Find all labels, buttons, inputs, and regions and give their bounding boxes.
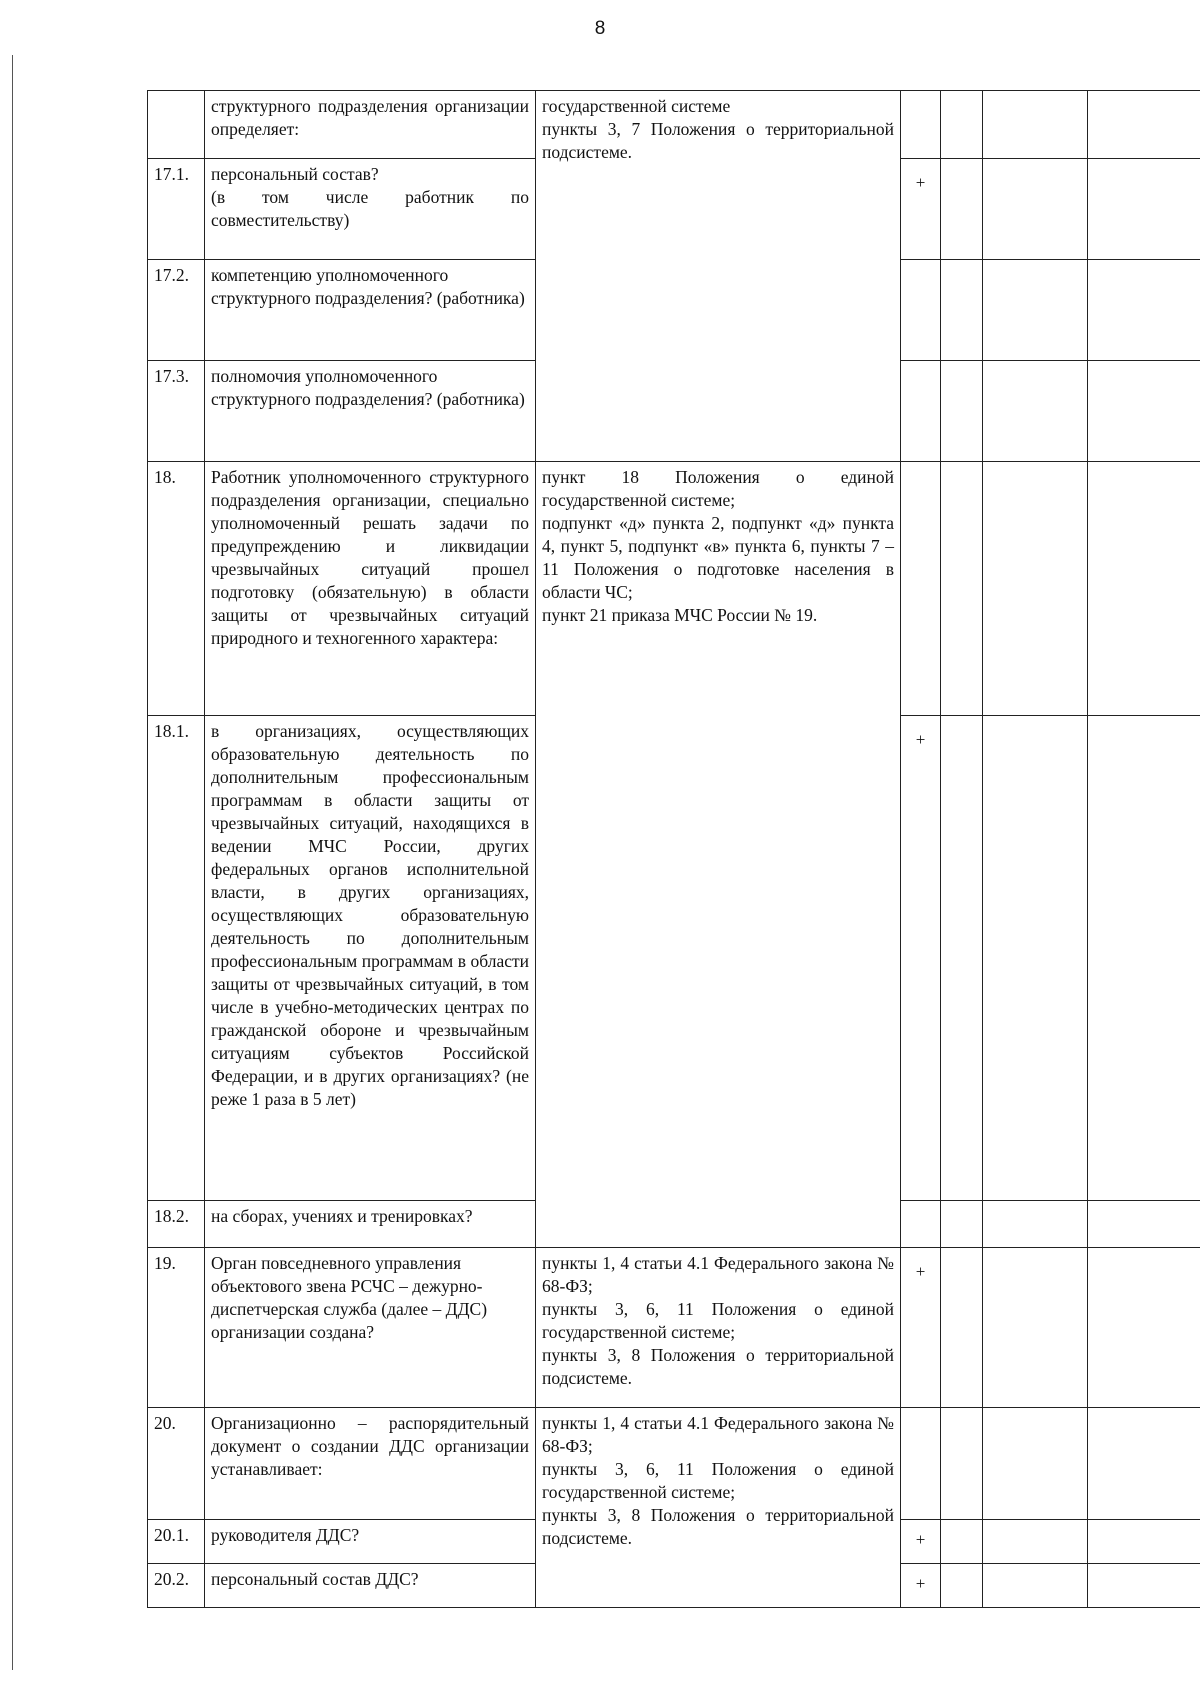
question-text: персональный состав ДДС? [205,1564,536,1608]
table-row [148,91,1200,159]
answer-na-cell [983,1520,1088,1564]
answer-na-cell [983,1564,1088,1608]
legal-reference [536,1408,901,1608]
page-number: 8 [594,18,606,39]
notes-cell [1088,1248,1200,1408]
notes-cell [1088,159,1200,260]
answer-na-cell [983,91,1088,159]
reference-line: пункты 3, 6, 11 Положения о единой государственной системе; [542,1459,894,1502]
answer-no-cell [941,1408,983,1520]
question-text: в организациях, осуществляющих образовательную деятельность по дополнительным профессиональным программам в области защиты от чрезвычайных ситуаций, находящихся в ведении МЧС России, других федеральных органов исполнительной власти, в других организациях, осуществляющих образовательную деятельность по дополнительным профессиональным программам в области защиты от чрезвычайных ситуаций, в том числе в учебно-методических центрах по гражданской обороне и чрезвычайным ситуациям субъектов Российской Федерации, и в других организациях? (не реже 1 раза в 5 лет) [205,716,536,1201]
question-note: (в том числе работник по совместительству) [211,187,529,230]
notes-cell [1088,361,1200,462]
answer-no-cell [941,260,983,361]
reference-line: пункт 21 приказа МЧС России № 19. [542,605,818,625]
legal-reference: государственной системе пункты 3, 7 Положения о территориальной подсистеме. [536,91,901,462]
legal-reference [536,1248,901,1408]
item-number: 19. [148,1248,205,1408]
answer-no-cell [941,462,983,716]
notes-cell [1088,462,1200,716]
item-number: 17.3. [148,361,205,462]
item-number: 20.2. [148,1564,205,1608]
answer-yes-cell [901,1201,941,1248]
table-row [148,462,1200,716]
answer-no-cell [941,1520,983,1564]
answer-yes-cell: + [901,159,941,260]
answer-no-cell [941,361,983,462]
answer-yes-cell [901,462,941,716]
answer-no-cell [941,716,983,1201]
notes-cell [1088,1564,1200,1608]
reference-line: пункты 3, 6, 11 Положения о единой государственной системе; [542,1299,894,1342]
item-number: 20.1. [148,1520,205,1564]
reference-line: пункты 3, 8 Положения о территориальной подсистеме. [542,1505,894,1548]
answer-na-cell [983,1201,1088,1248]
answer-na-cell [983,260,1088,361]
item-number: 18.1. [148,716,205,1201]
answer-no-cell [941,91,983,159]
answer-na-cell [983,159,1088,260]
legal-reference [536,462,901,1248]
answer-yes-cell: + [901,716,941,1201]
question-text: персональный состав? [211,164,379,184]
answer-yes-cell: + [901,1564,941,1608]
question-text: на сборах, учениях и тренировках? [205,1201,536,1248]
answer-na-cell [983,1248,1088,1408]
answer-no-cell [941,1248,983,1408]
notes-cell [1088,1520,1200,1564]
item-number: 17.1. [148,159,205,260]
answer-yes-cell [901,260,941,361]
reference-line: пункты 1, 4 статьи 4.1 Федерального закона № 68-ФЗ; [542,1413,894,1456]
answer-yes-cell [901,1408,941,1520]
answer-no-cell [941,1201,983,1248]
answer-no-cell [941,1564,983,1608]
notes-cell [1088,1201,1200,1248]
notes-cell [1088,1408,1200,1520]
question-text: структурного подразделения организации определяет: [205,91,536,159]
reference-line: пункты 3, 8 Положения о территориальной подсистеме. [542,1345,894,1388]
answer-yes-cell [901,361,941,462]
table-row [148,1248,1200,1408]
question-text: Организационно – распорядительный документ о создании ДДС организации устанавливает: [205,1408,536,1520]
checklist-table [147,90,1200,1608]
notes-cell [1088,260,1200,361]
question-text: Орган повседневного управления объектового звена РСЧС – дежурно-диспетчерская служба (далее – ДДС) организации создана? [205,1248,536,1408]
scan-margin-line [12,55,13,1670]
answer-yes-cell: + [901,1248,941,1408]
answer-na-cell [983,361,1088,462]
item-number: 17.2. [148,260,205,361]
item-number: 20. [148,1408,205,1520]
question-text: компетенцию уполномоченного структурного подразделения? (работника) [205,260,536,361]
question-text: руководителя ДДС? [205,1520,536,1564]
reference-line: пункты 1, 4 статьи 4.1 Федерального закона № 68-ФЗ; [542,1253,894,1296]
item-number: 18.2. [148,1201,205,1248]
answer-na-cell [983,716,1088,1201]
answer-no-cell [941,159,983,260]
answer-na-cell [983,462,1088,716]
table-row [148,1408,1200,1520]
item-number [148,91,205,159]
reference-line: подпункт «д» пункта 2, подпункт «д» пункта 4, пункт 5, подпункт «в» пункта 6, пункты 7 – 11 Положения о подготовке населения в области ЧС; [542,513,894,602]
question-text: Работник уполномоченного структурного подразделения организации, специально уполномоченный решать задачи по предупреждению и ликвидации чрезвычайных ситуаций прошел подготовку (обязательную) в области защиты от чрезвычайных ситуаций природного и техногенного характера: [205,462,536,716]
question-cell [205,159,536,260]
notes-cell [1088,91,1200,159]
answer-yes-cell: + [901,1520,941,1564]
notes-cell [1088,716,1200,1201]
question-text: полномочия уполномоченного структурного подразделения? (работника) [205,361,536,462]
answer-yes-cell [901,91,941,159]
answer-na-cell [983,1408,1088,1520]
item-number: 18. [148,462,205,716]
reference-line: пункт 18 Положения о единой государственной системе; [542,467,894,510]
